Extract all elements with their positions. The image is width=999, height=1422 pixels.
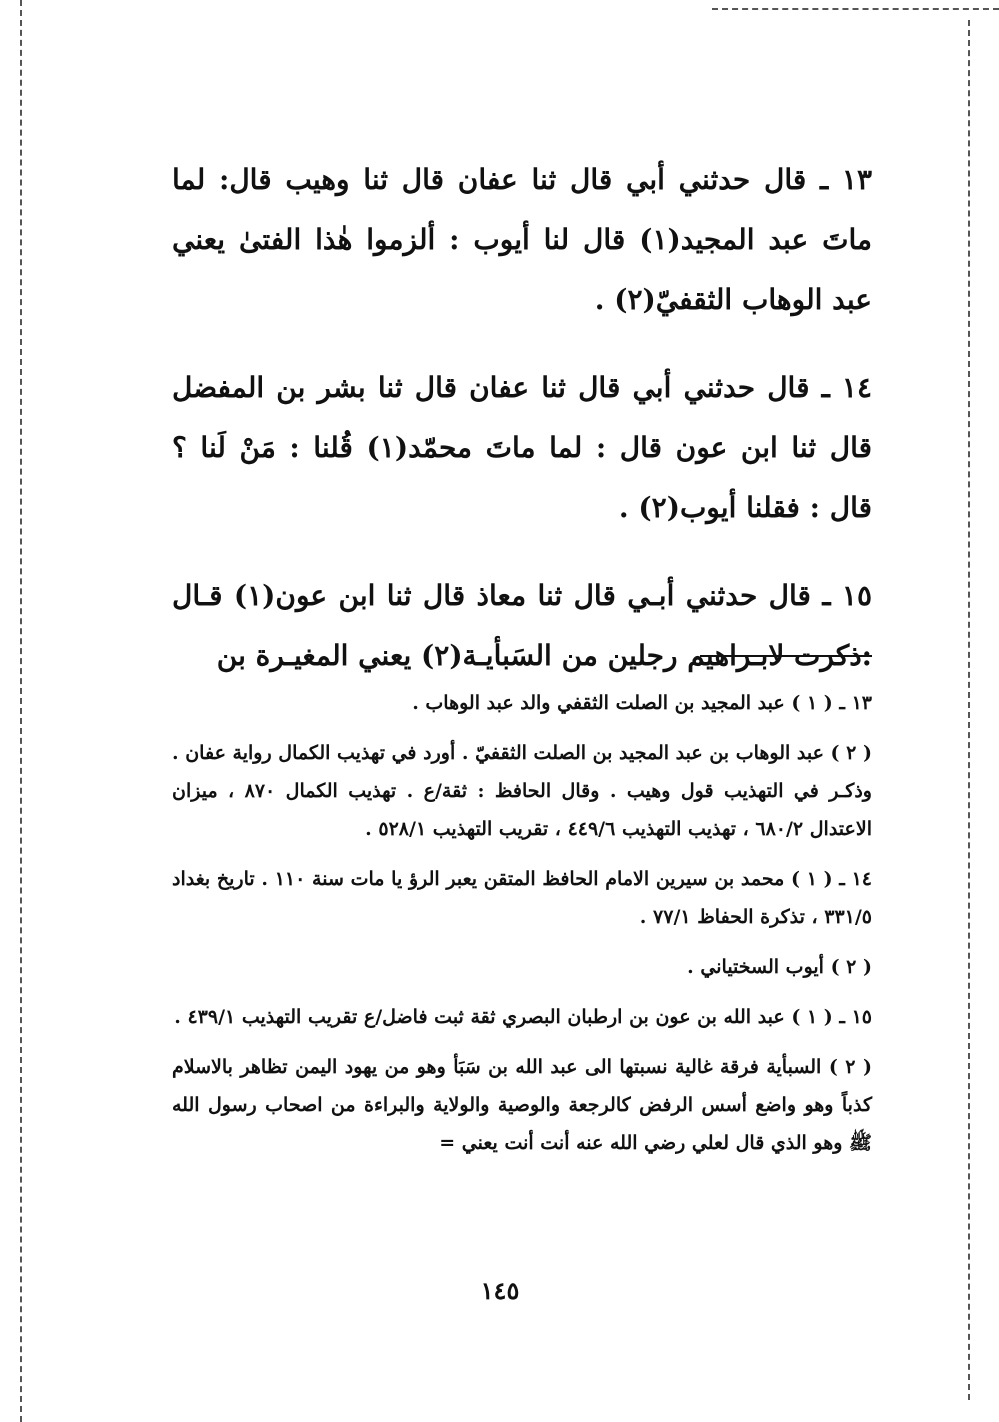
page-number: ١٤٥	[480, 1276, 520, 1305]
footnote-15-1: ١٥ ـ ( ١ ) عبد الله بن عون بن ارطبان البصري ثقة ثبت فاضل/ع تقريب التهذيب ٤٣٩/١ .	[174, 1006, 872, 1028]
hadith-13: ١٣ ـ قال حدثني أبي قال ثنا عفان قال ثنا وهيب قال: لما ماتَ عبد المجيد(١) قال لنا أيوب : ألزموا هٰذا الفتىٰ يعني عبد الوهاب الثقفيّ(٢) .	[172, 163, 872, 316]
footnotes	[172, 684, 872, 1174]
footnote-separator	[700, 655, 872, 657]
footnote-13-1: ١٣ ـ ( ١ ) عبد المجيد بن الصلت الثقفي والد عبد الوهاب .	[412, 692, 872, 714]
hadith-14: ١٤ ـ قال حدثني أبي قال ثنا عفان قال ثنا بشر بن المفضل قال ثنا ابن عون قال : لما ماتَ محمّد(١) قُلنا : مَنْ لَنا ؟ قال : فقلنا أيوب(٢) .	[172, 371, 873, 524]
footnote-14-1: ١٤ ـ ( ١ ) محمد بن سيرين الامام الحافظ المتقن يعبر الرؤ يا مات سنة ١١٠ . تاريخ بغداد ٣٣١/٥ ، تذكرة الحفاظ ٧٧/١ .	[172, 868, 873, 928]
hadith-15: ١٥ ـ قال حدثني أبـي قال ثنا معاذ قال ثنا ابن عون(١) قـال :ذكرت لابـراهيم رجلين من السَبأيـة(٢) يعني المغيـرة بن	[172, 579, 872, 672]
scan-edge-top	[712, 8, 999, 10]
footnote-14-2: ( ٢ ) أيوب السختياني .	[687, 956, 872, 978]
scan-edge-left	[20, 0, 22, 1422]
scan-edge-right	[968, 20, 970, 1400]
footnote-13-2: ( ٢ ) عبد الوهاب بن عبد المجيد بن الصلت الثقفيّ . أورد في تهذيب الكمال رواية عفان . وذكـر في التهذيب قول وهيب . وقال الحافظ : ثقة/ع . تهذيب الكمال ٨٧٠ ، ميزان الاعتدال ٦٨٠/٢ ، تهذيب التهذيب ٤٤٩/٦ ، تقريب التهذيب ٥٢٨/١ .	[172, 742, 872, 840]
footnote-15-2: ( ٢ ) السبأية فرقة غالية نسبتها الى عبد الله بن سَبَأ وهو من يهود اليمن تظاهر بالاسلام كذباً وهو واضع أسس الرفض كالرجعة والوصية والولاية والبراءة من اصحاب رسول الله ﷺ وهو الذي قال لعلي رضي الله عنه أنت أنت يعني =	[172, 1056, 872, 1154]
main-text	[172, 150, 872, 714]
